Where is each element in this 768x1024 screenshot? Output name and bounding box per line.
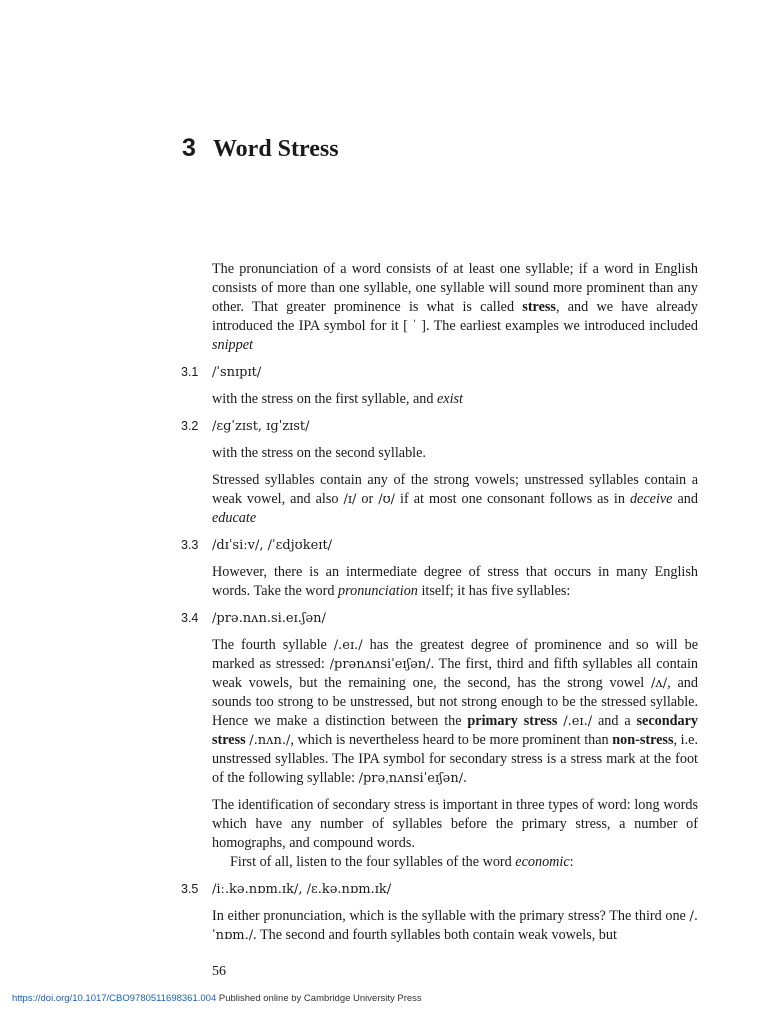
paragraph: First of all, listen to the four syllables of the word economic: — [230, 854, 574, 870]
example-3-2 — [181, 417, 698, 436]
term-primary-stress: primary stress — [467, 713, 558, 729]
example-3-5 — [181, 880, 698, 899]
term-non-stress: non-stress — [612, 732, 674, 748]
page-number: 56 — [212, 964, 226, 979]
paragraph: Stressed syllables contain any of the strong vowels; unstressed syllables contain a weak vowel, and also /ɪ/ or /ʊ/ if at most one consonant follows as in deceive and educate — [212, 472, 698, 526]
example-number: 3.1 — [181, 365, 199, 379]
paragraph: In either pronunciation, which is the syllable with the primary stress? The third one /.ˈnɒm./. The second and fourth syllables both contain weak vowels, but — [212, 908, 698, 943]
example-number: 3.4 — [181, 611, 199, 625]
paragraph: The fourth syllable /.eɪ./ has the greatest degree of prominence and so will be marked as stressed: /prənʌnsiˈeɪʃən/. The first, third and fifth syllables all contain weak vowels, but the remaining one, the second, has the strong vowel /ʌ/, and sounds too strong to be unstressed, but not strong enough to be the stressed syllable. Hence we make a distinction between the primary stress /.eɪ./ and a secondary stress /.nʌn./, which is nevertheless heard to be more prominent than non-stress, i.e. unstressed syllables. The IPA symbol for secondary stress is a stress mark at the foot of the following syllable: /prəˌnʌnsiˈeɪʃən/. — [212, 637, 698, 786]
footer-text: Published online by Cambridge University Press — [216, 993, 422, 1004]
example-transcription: /dɪˈsiːv/, /ˈɛdjʊkeɪt/ — [212, 538, 333, 553]
chapter-number: 3 — [182, 134, 196, 162]
example-number: 3.3 — [181, 538, 199, 552]
example-3-1 — [181, 363, 698, 382]
term-stress: stress — [522, 299, 556, 315]
chapter-title: Word Stress — [213, 136, 339, 162]
paragraph: with the stress on the second syllable. — [212, 445, 426, 461]
example-3-3 — [181, 536, 698, 555]
chapter-heading — [182, 134, 339, 163]
paragraph: with the stress on the first syllable, and exist — [212, 391, 463, 407]
example-transcription: /iː.kə.nɒm.ɪk/, /ɛ.kə.nɒm.ɪk/ — [212, 882, 392, 897]
example-3-4 — [181, 609, 698, 628]
example-number: 3.2 — [181, 419, 199, 433]
body-text — [181, 260, 698, 953]
paragraph: The identification of secondary stress is important in three types of word: long words which have any number of syllables before the primary stress, a number of homographs, and compound words. — [212, 797, 698, 851]
example-transcription: /prə.nʌn.si.eɪ.ʃən/ — [212, 611, 326, 626]
doi-link[interactable]: https://doi.org/10.1017/CBO9780511698361.004 — [12, 993, 217, 1004]
paragraph: However, there is an intermediate degree of stress that occurs in many English words. Take the word pronunciation itself; it has five syllables: — [212, 564, 698, 599]
footer — [12, 993, 422, 1004]
example-transcription: /ˈsnɪpɪt/ — [212, 365, 262, 380]
paragraph: The pronunciation of a word consists of at least one syllable; if a word in English consists of more than one syllable, one syllable will sound more prominent than any other. That greater prominence is what is called stress, and we have already introduced the IPA symbol for it [ ˈ ]. The earliest examples we introduced included snippet — [212, 261, 698, 353]
example-number: 3.5 — [181, 882, 199, 896]
example-transcription: /ɛɡˈzɪst, ɪɡˈzɪst/ — [212, 419, 310, 434]
term-secondary-stress: secondary stress — [212, 713, 698, 748]
